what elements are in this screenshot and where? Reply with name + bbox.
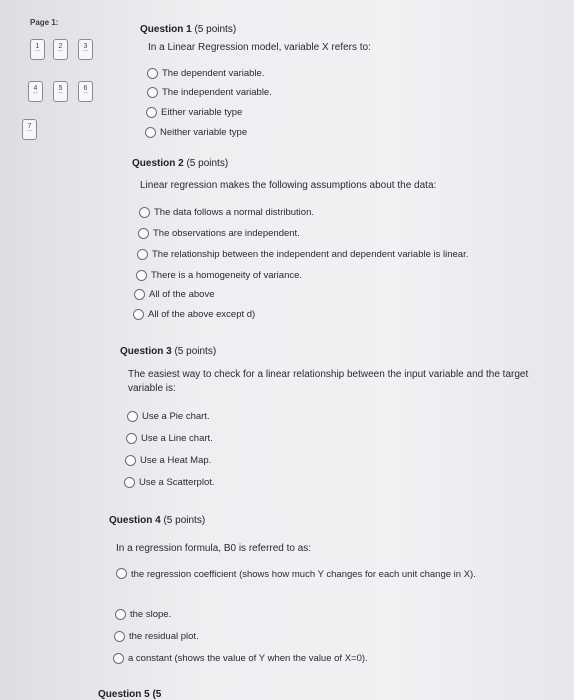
question-2-option-f[interactable]: All of the above except d) [133, 309, 255, 320]
question-4-text: In a regression formula, B0 is referred to as: [116, 543, 312, 554]
question-3-option-c[interactable]: Use a Heat Map. [125, 455, 211, 466]
radio-button[interactable] [126, 433, 137, 444]
page-nav-question-6[interactable]: 6 -- [78, 81, 93, 102]
question-3-option-a[interactable]: Use a Pie chart. [127, 411, 210, 422]
radio-button[interactable] [115, 609, 126, 620]
radio-button[interactable] [145, 127, 156, 138]
question-2-option-b[interactable]: The observations are independent. [138, 228, 300, 239]
radio-button[interactable] [137, 249, 148, 260]
page-nav-question-5[interactable]: 5 -- [53, 81, 68, 102]
question-2-option-c[interactable]: The relationship between the independent and dependent variable is linear. [137, 249, 468, 260]
question-2-title: Question 2 (5 points) [132, 158, 229, 169]
page-nav-question-7[interactable]: 7 -- [22, 119, 37, 140]
question-1-title: Question 1 (5 points) [140, 24, 237, 35]
question-3-title: Question 3 (5 points) [120, 346, 217, 357]
question-4-option-b[interactable]: the slope. [115, 609, 171, 620]
question-2-option-e[interactable]: All of the above [134, 289, 215, 300]
radio-button[interactable] [139, 207, 150, 218]
question-4-option-a[interactable]: the regression coefficient (shows how much Y changes for each unit change in X). [116, 568, 536, 581]
question-3-option-b[interactable]: Use a Line chart. [126, 433, 213, 444]
page-nav-question-4[interactable]: 4 -- [28, 81, 43, 102]
question-1-option-c[interactable]: Either variable type [146, 107, 242, 118]
radio-button[interactable] [125, 455, 136, 466]
radio-button[interactable] [127, 411, 138, 422]
radio-button[interactable] [136, 270, 147, 281]
question-1-option-b[interactable]: The independent variable. [147, 87, 272, 98]
radio-button[interactable] [134, 289, 145, 300]
radio-button[interactable] [113, 653, 124, 664]
page-nav-question-3[interactable]: 3 -- [78, 39, 93, 60]
question-4-option-d[interactable]: a constant (shows the value of Y when the value of X=0). [113, 653, 368, 664]
page-nav-question-2[interactable]: 2 -- [53, 39, 68, 60]
page-nav-title: Page 1: [30, 18, 59, 27]
radio-button[interactable] [147, 68, 158, 79]
radio-button[interactable] [124, 477, 135, 488]
radio-button[interactable] [138, 228, 149, 239]
question-2-text: Linear regression makes the following assumptions about the data: [140, 180, 437, 191]
question-4-option-c[interactable]: the residual plot. [114, 631, 199, 642]
question-2-option-a[interactable]: The data follows a normal distribution. [139, 207, 314, 218]
question-2-option-d[interactable]: There is a homogeneity of variance. [136, 270, 302, 281]
question-4-title: Question 4 (5 points) [109, 515, 206, 526]
question-3-text: The easiest way to check for a linear relationship between the input variable and the target variable is: [128, 369, 529, 394]
radio-button[interactable] [147, 87, 158, 98]
radio-button[interactable] [146, 107, 157, 118]
radio-button[interactable] [114, 631, 125, 642]
question-1-option-d[interactable]: Neither variable type [145, 127, 247, 138]
question-5-title: Question 5 (5 [98, 689, 162, 700]
radio-button[interactable] [133, 309, 144, 320]
radio-button[interactable] [116, 568, 127, 579]
question-1-text: In a Linear Regression model, variable X refers to: [148, 42, 371, 53]
question-3-option-d[interactable]: Use a Scatterplot. [124, 477, 215, 488]
page-nav-question-1[interactable]: 1 -- [30, 39, 45, 60]
question-1-option-a[interactable]: The dependent variable. [147, 68, 264, 79]
